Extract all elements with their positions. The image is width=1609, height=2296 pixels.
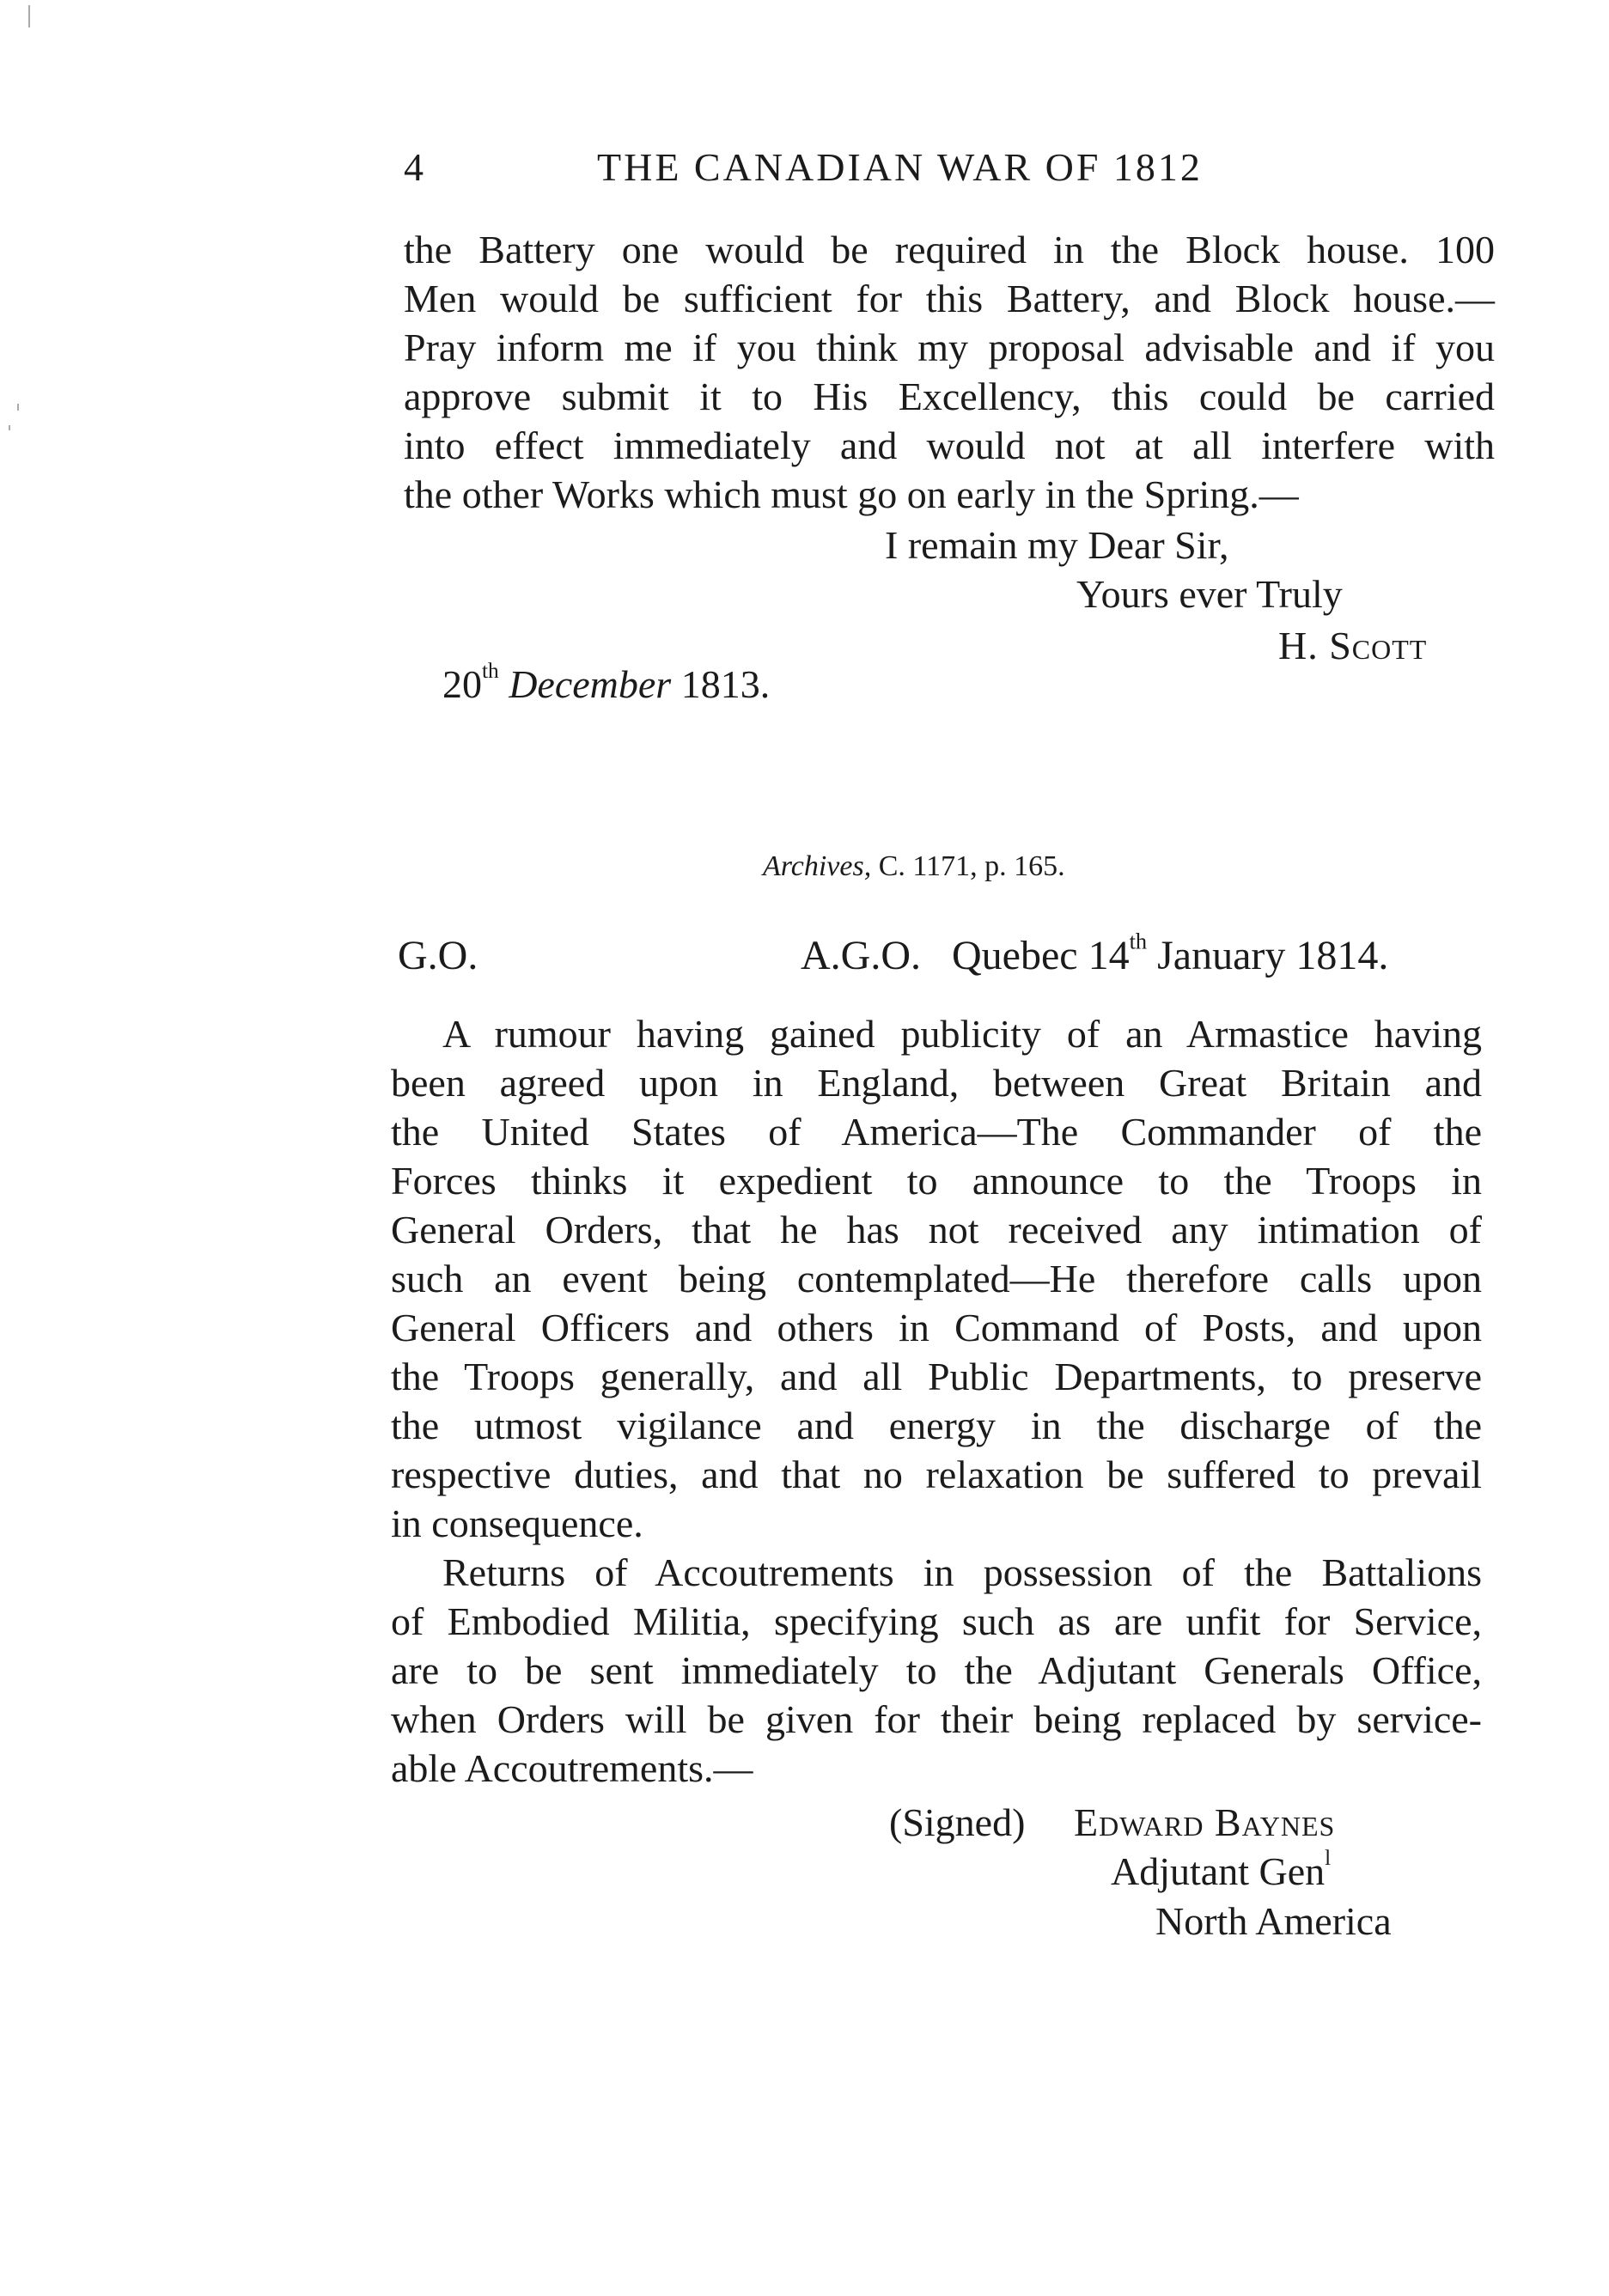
letter-closing: I remain my Dear Sir, [885,523,1229,567]
letter-date [442,661,770,707]
order-line: been agreed upon in England, between Great Britain and [391,1061,1482,1105]
letter-line: Men would be sufficient for this Battery, and Block house.— [404,277,1495,320]
letter-date-suffix: th [482,659,499,684]
letter-closing-salutation: Yours ever Truly [1076,572,1343,616]
order-date-suffix: th [1129,928,1148,954]
signer-title-base: Adjutant Gen [1111,1849,1326,1893]
order-label: G.O. [398,933,478,978]
running-title: THE CANADIAN WAR OF 1812 [597,145,1203,189]
order-line: in consequence. [391,1501,643,1545]
letter-line: the Battery one would be required in the Block house. 100 [404,228,1495,271]
order-line: Forces thinks it expedient to announce to the Troops in [391,1159,1482,1203]
signer-title-sup: l [1325,1846,1332,1871]
order-paragraph-1 [391,1009,1482,1793]
letter-date-month: December [509,662,672,706]
order-line: are to be sent immediately to the Adjutant Generals Office, [391,1648,1482,1692]
order-line: General Officers and others in Command of Posts, and upon [391,1306,1482,1349]
order-line: such an event being contemplated—He therefore calls upon [391,1257,1482,1300]
order-line: the utmost vigilance and energy in the discharge of the [391,1404,1482,1447]
letter-line: approve submit it to His Excellency, this could be carried [404,375,1495,418]
archives-reference-number: C. 1171, p. 165. [878,850,1065,882]
letter-line: the other Works which must go on early in the Spring.— [404,472,1299,516]
signer-title [1111,1848,1331,1894]
order-line: when Orders will be given for their being replaced by service- [391,1697,1482,1741]
archives-label: Archives, [763,850,872,882]
scan-mark [28,5,30,27]
signer-region: North America [1155,1899,1392,1943]
scan-mark [9,425,10,430]
order-office: A.G.O. [801,933,921,978]
signer-name: Edward Baynes [1074,1800,1336,1844]
order-line: able Accoutrements.— [391,1746,753,1790]
letter-line: into effect immediately and would not at all interfere with [404,423,1495,467]
order-date-rest: January 1814. [1157,933,1389,978]
page-number: 4 [404,145,424,189]
letter-date-day: 20 [442,662,482,706]
order-line: of Embodied Militia, specifying such as are unfit for Service, [391,1599,1482,1643]
running-header [404,144,1306,204]
order-heading [801,928,1389,979]
order-line: respective duties, and that no relaxation be suffered to prevail [391,1453,1482,1496]
order-place: Quebec [952,933,1078,978]
letter-line: Pray inform me if you think my proposal advisable and if you [404,326,1495,369]
letter-date-year: 1813. [680,662,771,706]
order-line: Returns of Accoutrements in possession of the Battalions [442,1550,1482,1594]
order-line: the United States of America—The Commander of the [391,1110,1482,1154]
letter-signature: H. Scott [1278,624,1428,667]
order-line: General Orders, that he has not received any intimation of [391,1208,1482,1252]
signed-label: (Signed) [889,1800,1026,1844]
scan-mark [17,404,19,411]
archive-reference [763,850,1065,883]
order-date-day: 14 [1088,933,1130,978]
letter-body [404,225,1495,519]
order-line: A rumour having gained publicity of an Armastice having [442,1012,1482,1056]
order-line: the Troops generally, and all Public Departments, to preserve [391,1355,1482,1398]
